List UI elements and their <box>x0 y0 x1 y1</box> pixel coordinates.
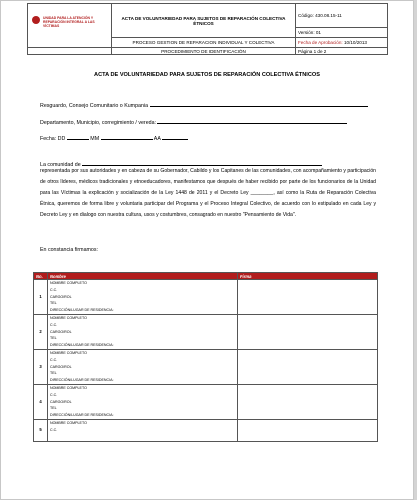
resguardo-field <box>40 101 368 109</box>
signature-row <box>34 350 378 385</box>
signature-cell[interactable] <box>238 280 378 315</box>
signature-field-label: TEL <box>50 301 57 306</box>
signature-name-cell[interactable] <box>48 280 238 315</box>
signature-name-cell[interactable] <box>48 350 238 385</box>
signature-field-label: DIRECCIÓN/LUGAR DE RESIDENCIA: <box>50 413 114 418</box>
signature-cell[interactable] <box>238 420 378 442</box>
signature-field-label: TEL <box>50 336 57 341</box>
signature-field-label: C.C. <box>50 427 58 432</box>
signature-row <box>34 385 378 420</box>
fecha-label: Fecha: DD <box>40 136 67 142</box>
signature-row-number: 3 <box>34 350 48 385</box>
signature-field-label: C.C. <box>50 392 58 397</box>
header-page: Página 1 de 2 <box>296 48 388 55</box>
signature-row-number: 2 <box>34 315 48 350</box>
main-paragraph: representada por sus autoridades y en cabeza de su Gobernador, Cabildo y los Capitanes de las comunidades, con acompañamiento y participación de otros líderes, médicos tradicionales y etnoeducadores, manifestamos que después de haber recibido por parte de los funcionarios de la Unidad para las Víctimas la explicación y socialización de la Ley 1448 de 2011 y el Decreto Ley ________, así como la Ruta de Reparación Colectiva Étnica, queremos de forma libre y voluntaria participar del Programa y el Proceso Integral Colectivo, de acuerdo con lo estipulado en cada Ley y Decreto Ley y en dialogo con nuestra cultura, usos y costumbres, consagrado en nuestro "Pensamiento de Vida". <box>40 168 376 218</box>
signature-row <box>34 280 378 315</box>
approval-date-value: 10/10/2013 <box>343 40 367 45</box>
header-version: Versión: 01 <box>296 28 388 38</box>
signature-cell[interactable] <box>238 315 378 350</box>
fecha-aa-label: AA <box>153 136 161 142</box>
signature-field-label: NOMBRE COMPLETO <box>50 351 87 355</box>
approval-date-label: Fecha de Aprobación: <box>298 40 343 45</box>
header-code: Código: 430.08.15-11 <box>296 4 388 28</box>
fecha-mm-blank <box>101 134 153 140</box>
signature-field-label: CARGO/ROL <box>50 399 72 404</box>
signature-row-number: 4 <box>34 385 48 420</box>
signature-name-cell[interactable] <box>48 385 238 420</box>
comunidad-label: La comunidad de <box>40 162 81 168</box>
signature-field-label: DIRECCIÓN/LUGAR DE RESIDENCIA: <box>50 308 114 313</box>
fecha-mm-label: MM <box>90 136 100 142</box>
signature-field-label: C.C. <box>50 287 58 292</box>
document-header <box>27 3 388 55</box>
signature-field-label: NOMBRE COMPLETO <box>50 281 87 285</box>
signature-field-label: DIRECCIÓN/LUGAR DE RESIDENCIA: <box>50 343 114 348</box>
signature-field-label: TEL <box>50 406 57 411</box>
signature-field-label: C.C. <box>50 357 58 362</box>
resguardo-label: Resguardo, Consejo Comunitario o Kumpania <box>40 103 149 109</box>
signature-field-label: TEL <box>50 371 57 376</box>
resguardo-blank <box>150 101 368 107</box>
signature-name-cell[interactable] <box>48 420 238 442</box>
signature-row-number: 5 <box>34 420 48 442</box>
departamento-label: Departamento, Municipio, corregimiento / vereda: <box>40 120 156 126</box>
col-header-number: No. <box>34 273 48 280</box>
signature-row <box>34 420 378 442</box>
signature-field-label: CARGO/ROL <box>50 329 72 334</box>
header-process: PROCESO GESTION DE REPARACION INDIVIDUAL Y COLECTIVA <box>112 38 296 48</box>
signature-field-label: C.C. <box>50 322 58 327</box>
signature-field-label: CARGO/ROL <box>50 294 72 299</box>
col-header-signature: Firma <box>238 273 378 280</box>
signature-field-label: NOMBRE COMPLETO <box>50 316 87 320</box>
logo <box>28 4 112 48</box>
header-approval-date <box>296 38 388 48</box>
signature-field-label: NOMBRE COMPLETO <box>50 386 87 390</box>
departamento-field <box>40 118 347 126</box>
signature-name-cell[interactable] <box>48 315 238 350</box>
signature-row-number: 1 <box>34 280 48 315</box>
departamento-blank <box>157 118 347 124</box>
col-header-name: Nombre <box>48 273 238 280</box>
signature-row <box>34 315 378 350</box>
header-title: ACTA DE VOLUNTARIEDAD PARA SUJETOS DE REPARACIÓN COLECTIVA ÉTNICOS <box>112 4 296 38</box>
fecha-field <box>40 134 188 142</box>
signature-cell[interactable] <box>238 350 378 385</box>
signature-table <box>33 272 378 442</box>
signature-field-label: DIRECCIÓN/LUGAR DE RESIDENCIA: <box>50 378 114 383</box>
fecha-dd-blank <box>67 134 89 140</box>
document-title: ACTA DE VOLUNTARIEDAD PARA SUJETOS DE REPARACIÓN COLECTIVA ÉTNICOS <box>94 72 320 78</box>
signature-field-label: CARGO/ROL <box>50 364 72 369</box>
signature-field-label: NOMBRE COMPLETO <box>50 421 87 425</box>
header-procedure: PROCEDIMIENTO DE IDENTIFICACIÓN <box>112 48 296 55</box>
signature-cell[interactable] <box>238 385 378 420</box>
fecha-aa-blank <box>162 134 188 140</box>
consent-text: En constancia firmamos: <box>40 247 98 253</box>
logo-emblem-icon <box>32 16 40 24</box>
logo-text: UNIDAD PARA LA ATENCIÓN Y REPARACIÓN INTEGRAL A LAS VÍCTIMAS <box>43 16 95 28</box>
